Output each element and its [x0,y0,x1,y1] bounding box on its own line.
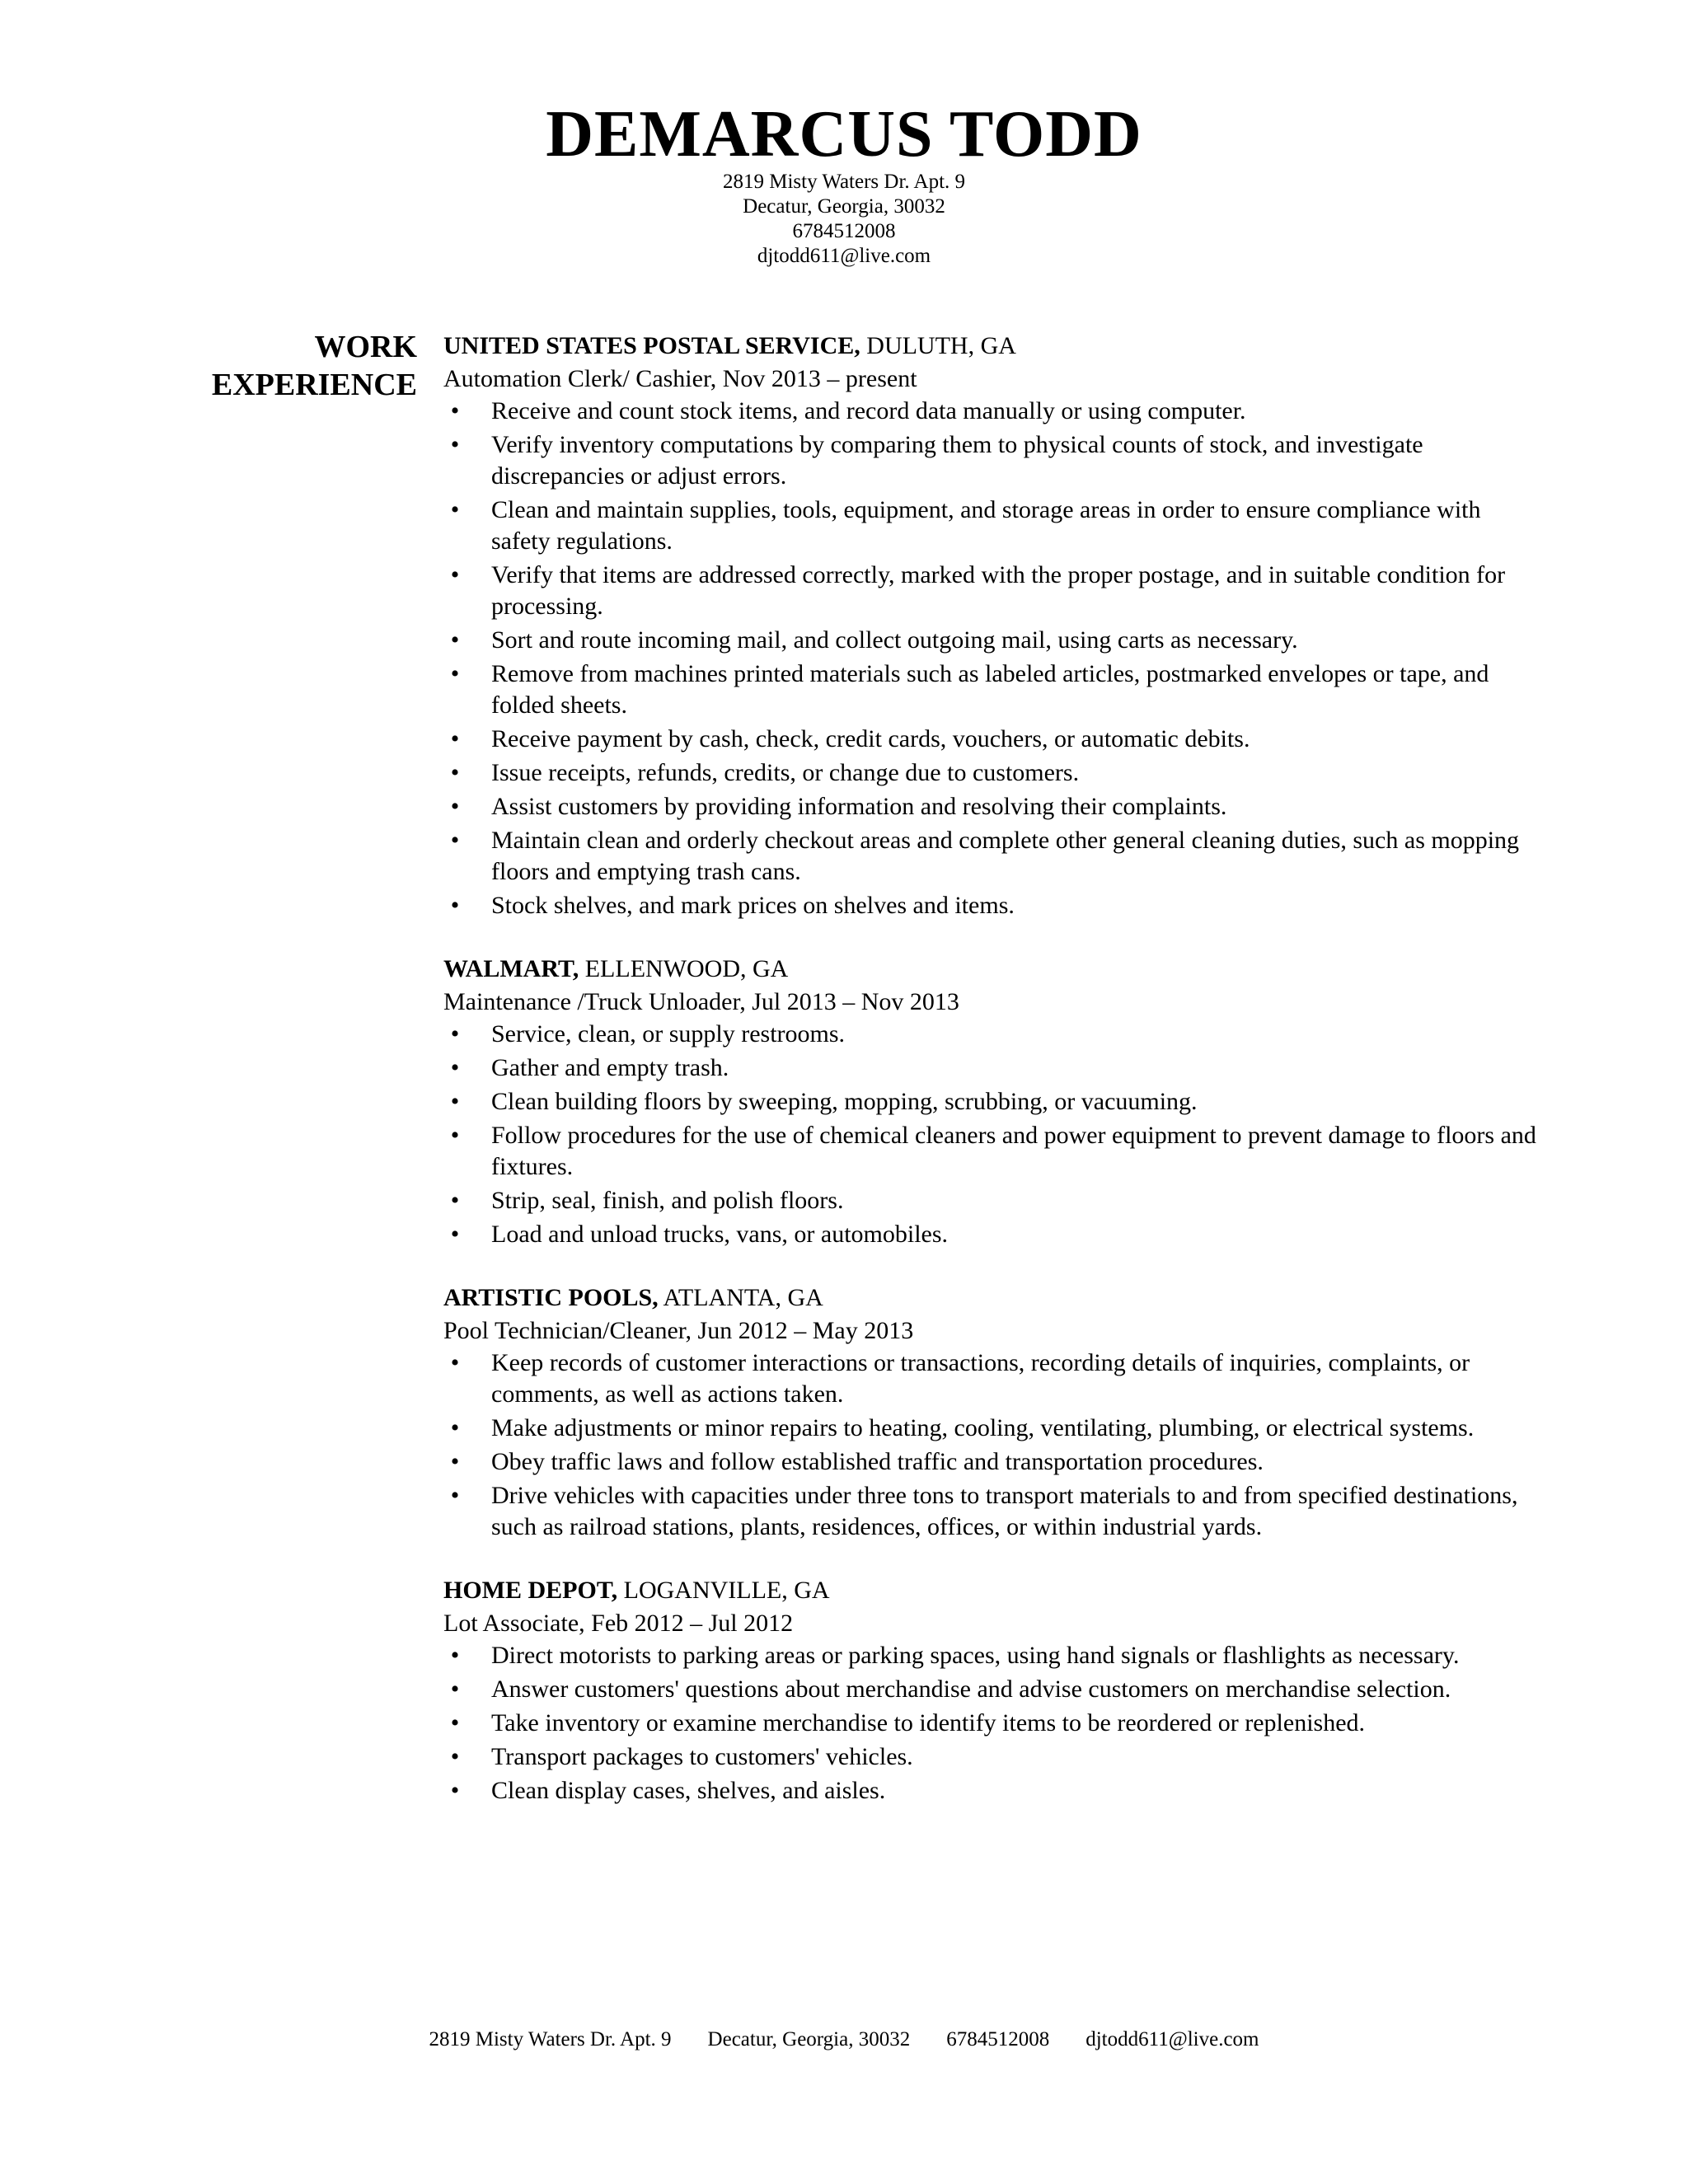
duty-text: Direct motorists to parking areas or parking spaces, using hand signals or flashlights as necessary. [491,1642,1460,1669]
duty-text: Verify inventory computations by comparing them to physical counts of stock, and investigate discrepancies or adjust errors. [491,431,1423,490]
duty-list [443,1640,1540,1807]
duty-text: Assist customers by providing information and resolving their complaints. [491,793,1227,820]
duty-item [443,1185,1540,1216]
duty-list [443,396,1540,921]
email-address: djtodd611@live.com [757,245,931,267]
duty-item [443,791,1540,823]
duty-text: Answer customers' questions about merchandise and advise customers on merchandise selection. [491,1675,1451,1703]
bullet-icon: • [450,1187,460,1214]
bullet-icon: • [450,1709,460,1736]
job-title-dates: Automation Clerk/ Cashier, Nov 2013 – present [443,365,917,392]
bullet-icon: • [450,1054,460,1081]
bullet-icon: • [450,1088,460,1115]
job-title-dates: Maintenance /Truck Unloader, Jul 2013 – Nov 2013 [443,988,959,1015]
duty-item [443,1052,1540,1084]
bullet-icon: • [450,1675,460,1703]
job-heading [443,953,1540,986]
duty-text: Take inventory or examine merchandise to identify items to be reordered or replenished. [491,1709,1366,1736]
duty-item [443,724,1540,755]
bullet-icon: • [450,397,460,424]
duty-item [443,1086,1540,1118]
bullet-icon: • [450,1122,460,1149]
bullet-icon: • [450,1642,460,1669]
bullet-icon: • [450,1221,460,1248]
duty-text: Issue receipts, refunds, credits, or change due to customers. [491,759,1080,786]
duty-text: Make adjustments or minor repairs to heating, cooling, ventilating, plumbing, or electrical systems. [491,1414,1475,1441]
duty-item [443,1413,1540,1444]
section-label-line-2: EXPERIENCE [211,368,417,402]
duty-text: Receive payment by cash, check, credit cards, vouchers, or automatic debits. [491,725,1250,752]
employer-name: HOME DEPOT, [443,1577,618,1604]
duty-item [443,658,1540,721]
bullet-icon: • [450,892,460,919]
duty-list [443,1347,1540,1543]
footer-phone: 6784512008 [946,2028,1050,2050]
duty-text: Maintain clean and orderly checkout areas and complete other general cleaning duties, such as mopping floors and emptying trash cans. [491,827,1520,885]
job-heading [443,1574,1540,1607]
page-footer [0,2027,1688,2052]
job-title-dates: Pool Technician/Cleaner, Jun 2012 – May 2013 [443,1317,914,1344]
bullet-icon: • [450,1414,460,1441]
job-entry [443,330,1540,921]
duty-item [443,1708,1540,1739]
duty-text: Stock shelves, and mark prices on shelves and items. [491,892,1015,919]
duty-text: Keep records of customer interactions or transactions, recording details of inquiries, complaints, or comments, as well as actions taken. [491,1349,1470,1408]
duty-item [443,560,1540,622]
duty-item [443,625,1540,656]
bullet-icon: • [450,561,460,588]
address-line-1: 2819 Misty Waters Dr. Apt. 9 [722,171,966,193]
duty-item [443,1640,1540,1671]
bullet-icon: • [450,1349,460,1376]
duty-text: Clean display cases, shelves, and aisles. [491,1777,886,1804]
duty-text: Drive vehicles with capacities under three tons to transport materials to and from specified destinations, such as railroad stations, plants, residences, offices, or within industrial yards. [491,1482,1518,1540]
duty-item [443,1741,1540,1773]
job-heading [443,1282,1540,1315]
bullet-icon: • [450,827,460,854]
phone-number: 6784512008 [792,220,896,242]
duty-item [443,429,1540,492]
duty-item [443,494,1540,557]
duty-text: Receive and count stock items, and record data manually or using computer. [491,397,1246,424]
job-heading [443,330,1540,363]
duty-item [443,1019,1540,1050]
duty-text: Clean and maintain supplies, tools, equipment, and storage areas in order to ensure compliance with safety regulations. [491,496,1481,555]
duty-text: Gather and empty trash. [491,1054,729,1081]
job-location: DULUTH, GA [866,332,1016,359]
bullet-icon: • [450,496,460,523]
duty-item [443,825,1540,888]
bullet-icon: • [450,1743,460,1770]
duty-item [443,1446,1540,1478]
bullet-icon: • [450,626,460,654]
duty-text: Sort and route incoming mail, and collect outgoing mail, using carts as necessary. [491,626,1298,654]
footer-address-line-1: 2819 Misty Waters Dr. Apt. 9 [429,2028,672,2050]
duty-text: Load and unload trucks, vans, or automobiles. [491,1221,949,1248]
footer-email: djtodd611@live.com [1085,2028,1259,2050]
duty-text: Strip, seal, finish, and polish floors. [491,1187,844,1214]
duty-item [443,757,1540,789]
duty-text: Follow procedures for the use of chemical cleaners and power equipment to prevent damage to floors and fixtures. [491,1122,1536,1180]
job-title-dates: Lot Associate, Feb 2012 – Jul 2012 [443,1610,794,1637]
bullet-icon: • [450,759,460,786]
bullet-icon: • [450,1777,460,1804]
section-label-line-1: WORK [314,330,417,364]
footer-address-line-2: Decatur, Georgia, 30032 [707,2028,911,2050]
duty-text: Remove from machines printed materials such as labeled articles, postmarked envelopes or tape, and folded sheets. [491,660,1489,719]
duty-item [443,1775,1540,1807]
duty-item [443,1219,1540,1250]
job-location: ELLENWOOD, GA [584,955,789,982]
candidate-name: DEMARCUS TODD [546,98,1142,171]
duty-item [443,1674,1540,1705]
duty-item [443,396,1540,427]
resume-header [0,99,1688,269]
duty-text: Service, clean, or supply restrooms. [491,1020,846,1047]
address-line-2: Decatur, Georgia, 30032 [743,195,945,218]
duty-text: Verify that items are addressed correctly, marked with the proper postage, and in suitable condition for processing. [491,561,1506,620]
job-location: LOGANVILLE, GA [623,1577,830,1604]
job-entry [443,953,1540,1250]
employer-name: WALMART, [443,955,579,982]
employer-name: UNITED STATES POSTAL SERVICE, [443,332,860,359]
bullet-icon: • [450,793,460,820]
work-experience-list [443,330,1540,1838]
duty-item [443,890,1540,921]
job-entry [443,1574,1540,1807]
bullet-icon: • [450,1020,460,1047]
job-location: ATLANTA, GA [663,1284,823,1311]
duty-text: Clean building floors by sweeping, mopping, scrubbing, or vacuuming. [491,1088,1198,1115]
employer-name: ARTISTIC POOLS, [443,1284,659,1311]
bullet-icon: • [450,725,460,752]
duty-item [443,1480,1540,1543]
bullet-icon: • [450,1482,460,1509]
duty-item [443,1120,1540,1183]
bullet-icon: • [450,1448,460,1475]
bullet-icon: • [450,660,460,687]
duty-text: Obey traffic laws and follow established traffic and transportation procedures. [491,1448,1264,1475]
duty-item [443,1347,1540,1410]
bullet-icon: • [450,431,460,458]
job-entry [443,1282,1540,1543]
section-heading-work-experience [165,328,417,404]
duty-text: Transport packages to customers' vehicles. [491,1743,913,1770]
duty-list [443,1019,1540,1250]
